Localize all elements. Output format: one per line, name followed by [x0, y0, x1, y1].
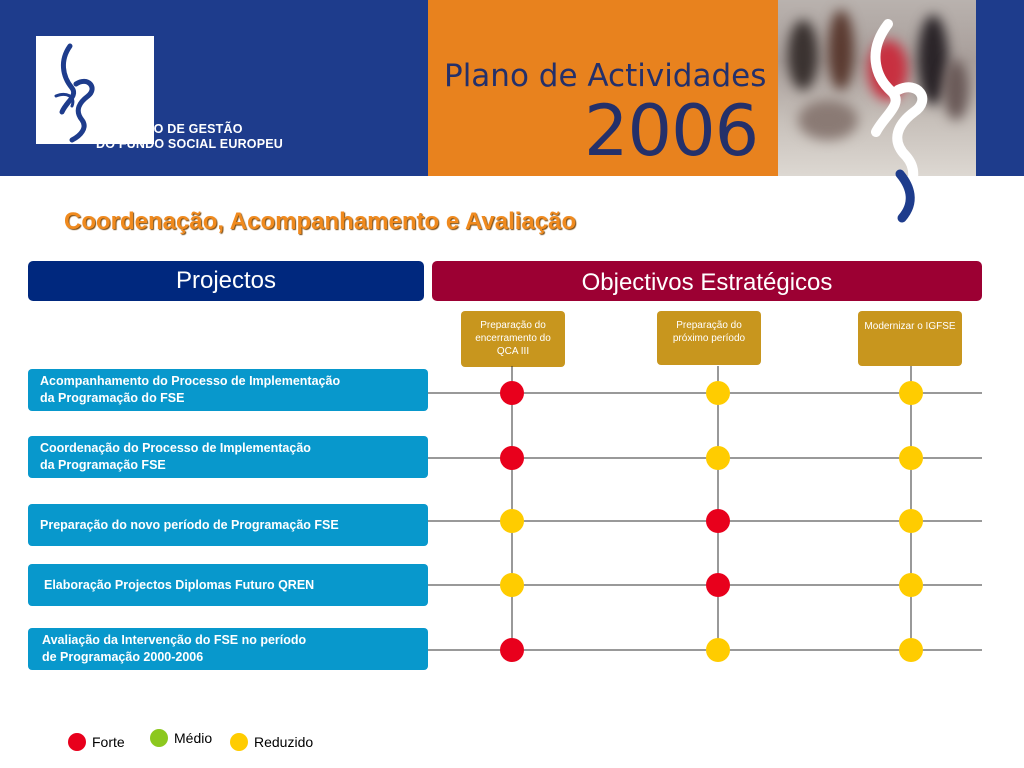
objectives-header: Objectivos Estratégicos — [432, 261, 982, 301]
project-label-line2: da Programação FSE — [40, 458, 166, 472]
impact-dot-reduzido — [899, 573, 923, 597]
impact-dot-forte — [706, 509, 730, 533]
project-label-line1: Coordenação do Processo de Implementação — [40, 441, 311, 455]
impact-dot-reduzido — [899, 638, 923, 662]
project-label-line2: de Programação 2000-2006 — [42, 650, 204, 664]
impact-dot-reduzido — [500, 509, 524, 533]
impact-dot-reduzido — [899, 446, 923, 470]
impact-dot-reduzido — [706, 638, 730, 662]
project-row — [28, 436, 428, 478]
legend-label-forte: Forte — [92, 734, 125, 750]
impact-dot-reduzido — [500, 573, 524, 597]
project-label-line1: Preparação do novo período de Programação FSE — [40, 517, 339, 532]
impact-dot-reduzido — [706, 446, 730, 470]
project-label-line1: Acompanhamento do Processo de Implementação — [40, 374, 341, 388]
projects-header: Projectos — [28, 261, 424, 301]
legend-item-medio — [150, 729, 212, 747]
impact-dot-reduzido — [899, 509, 923, 533]
impact-dot-forte — [500, 381, 524, 405]
project-row — [28, 564, 428, 606]
project-label-line1: Elaboração Projectos Diplomas Futuro QREN — [44, 577, 315, 592]
institute-name-line2: DO FUNDO SOCIAL EUROPEU — [96, 137, 284, 151]
section-title: Coordenação, Acompanhamento e Avaliação — [64, 208, 577, 235]
legend-label-medio: Médio — [174, 730, 213, 746]
project-row — [28, 628, 428, 670]
impact-dot-reduzido — [706, 381, 730, 405]
institute-name-line1: INSTITUTO DE GESTÃO — [96, 122, 243, 136]
impact-dot-forte — [500, 638, 524, 662]
objective-box-qca: Preparação do encerramento do QCA III — [461, 311, 565, 367]
plan-title: Plano de Actividades — [444, 58, 767, 94]
impact-dot-forte — [500, 446, 524, 470]
impact-dot-forte — [706, 573, 730, 597]
plan-year: 2006 — [584, 90, 759, 172]
project-label-line1: Avaliação da Intervenção do FSE no período — [42, 633, 307, 647]
legend-label-reduzido: Reduzido — [254, 734, 314, 750]
project-row — [28, 504, 428, 546]
legend-dot-forte — [68, 733, 86, 751]
objective-box-modernize: Modernizar o IGFSE — [858, 311, 962, 366]
project-row — [28, 369, 428, 411]
legend-dot-reduzido — [230, 733, 248, 751]
legend-item-reduzido — [230, 733, 313, 751]
impact-dot-reduzido — [899, 381, 923, 405]
project-label-line2: da Programação do FSE — [40, 391, 185, 405]
legend-item-forte — [68, 733, 125, 751]
objective-box-next-period: Preparação do próximo período — [657, 311, 761, 365]
legend-dot-medio — [150, 729, 168, 747]
